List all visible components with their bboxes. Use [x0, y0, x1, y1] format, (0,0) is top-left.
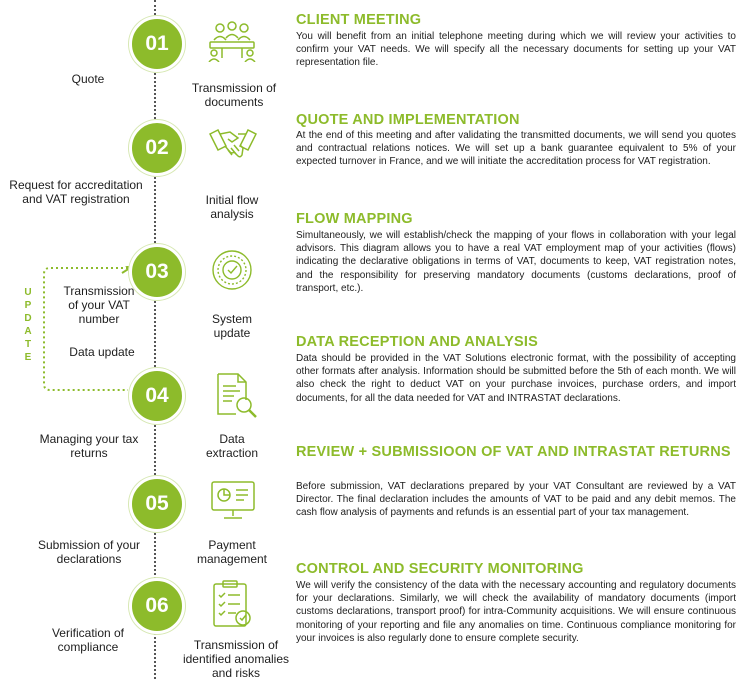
seal-icon: [210, 248, 254, 292]
update-letter: P: [24, 300, 32, 311]
monitor-chart-icon: [210, 480, 256, 522]
step-title-06: CONTROL AND SECURITY MONITORING: [296, 561, 584, 577]
left-label-step-01: Quote: [71, 72, 105, 86]
left-label-step-04: Managing your tax returns: [39, 432, 139, 460]
right-label-step-05: Payment management: [196, 538, 268, 566]
update-letter: A: [24, 326, 32, 337]
step-text-03: Simultaneously, we will establish/check the mapping of your flows in collaboration with your legal advisors. This diagram allows you to have a real VAT employment map of your activities (flows) indicating the declarative obligations in terms of VAT, documents to keep, VAT registration notes, and the responsibility for preserving mandatory documents (customs declarations, proof of transport, etc.).: [296, 230, 736, 294]
step-title-02: QUOTE AND IMPLEMENTATION: [296, 112, 520, 128]
right-label-step-06: Transmission of identified anomalies and risks: [182, 638, 290, 680]
left-label-step-06: Verification of compliance: [51, 626, 125, 654]
step-text-05: Before submission, VAT declarations prepared by your VAT Consultant are reviewed by a VAT Director. The final declaration includes the amounts of VAT to be paid and any debit memos. The cash flow analysis of payments and refunds is an essential part of your tax management.: [296, 481, 736, 519]
left-label-step-02: Request for accreditation and VAT registration: [9, 178, 143, 206]
right-label-step-03: System update: [211, 312, 252, 340]
checklist-icon: [210, 580, 254, 630]
step-number-06: 06: [129, 578, 185, 634]
step-text-01: You will benefit from an initial telephone meeting during which we will review your activities to confirm your VAT needs. We will specify all the necessary documents for setting up your VAT representation file.: [296, 31, 736, 69]
step-title-03: FLOW MAPPING: [296, 211, 413, 227]
step-number-02: 02: [129, 120, 185, 176]
document-search-icon: [214, 372, 258, 418]
update-vertical-label: [22, 286, 34, 364]
handshake-icon: [208, 124, 258, 166]
left-label-step-03-update: Data update: [69, 345, 135, 359]
update-letter: U: [24, 287, 32, 298]
step-text-06: We will verify the consistency of the data with the necessary accounting and regulatory documents for your declarations. Similarly, we will check the availability of mandatory documents (import customs declarations, transport proof) for intra-Community acquisitions. We will ensure continuous monitoring of your reporting and file any anomalies on time. Continuous compliance monitoring for your invoices is also regularly done to ensure complete security.: [296, 580, 736, 644]
step-number-04: 04: [129, 368, 185, 424]
step-number-01: 01: [129, 16, 185, 72]
step-number-05: 05: [129, 476, 185, 532]
meeting-icon: [206, 20, 258, 62]
update-letter: T: [24, 339, 32, 350]
step-text-02: At the end of this meeting and after validating the transmitted documents, we will send you quotes and contractual relations notices. We will set up a bank guarantee equivalent to 5% of your expected turnover in France, and we will initiate the accreditation process for VAT registration.: [296, 130, 736, 168]
step-title-05: REVIEW + SUBMISSIOON OF VAT AND INTRASTAT RETURNS: [296, 444, 731, 460]
step-number-03: 03: [129, 244, 185, 300]
left-label-step-03: Transmission of your VAT number: [63, 284, 135, 326]
update-letter: E: [24, 352, 32, 363]
right-label-step-04: Data extraction: [205, 432, 259, 460]
right-label-step-01: Transmission of documents: [191, 81, 277, 109]
update-letter: D: [24, 313, 32, 324]
step-text-04: Data should be provided in the VAT Solutions electronic format, with the possibility of accepting other formats after analysis. Information should be submitted before the 5th of each month. We will also check the right to deduct VAT on your purchase invoices, purchase orders, and import documents, for all the data needed for VAT and INTRASTAT declarations.: [296, 353, 736, 404]
step-title-04: DATA RECEPTION AND ANALYSIS: [296, 334, 538, 350]
left-label-step-05: Submission of your declarations: [37, 538, 141, 566]
step-title-01: CLIENT MEETING: [296, 12, 422, 28]
right-label-step-02: Initial flow analysis: [205, 193, 259, 221]
